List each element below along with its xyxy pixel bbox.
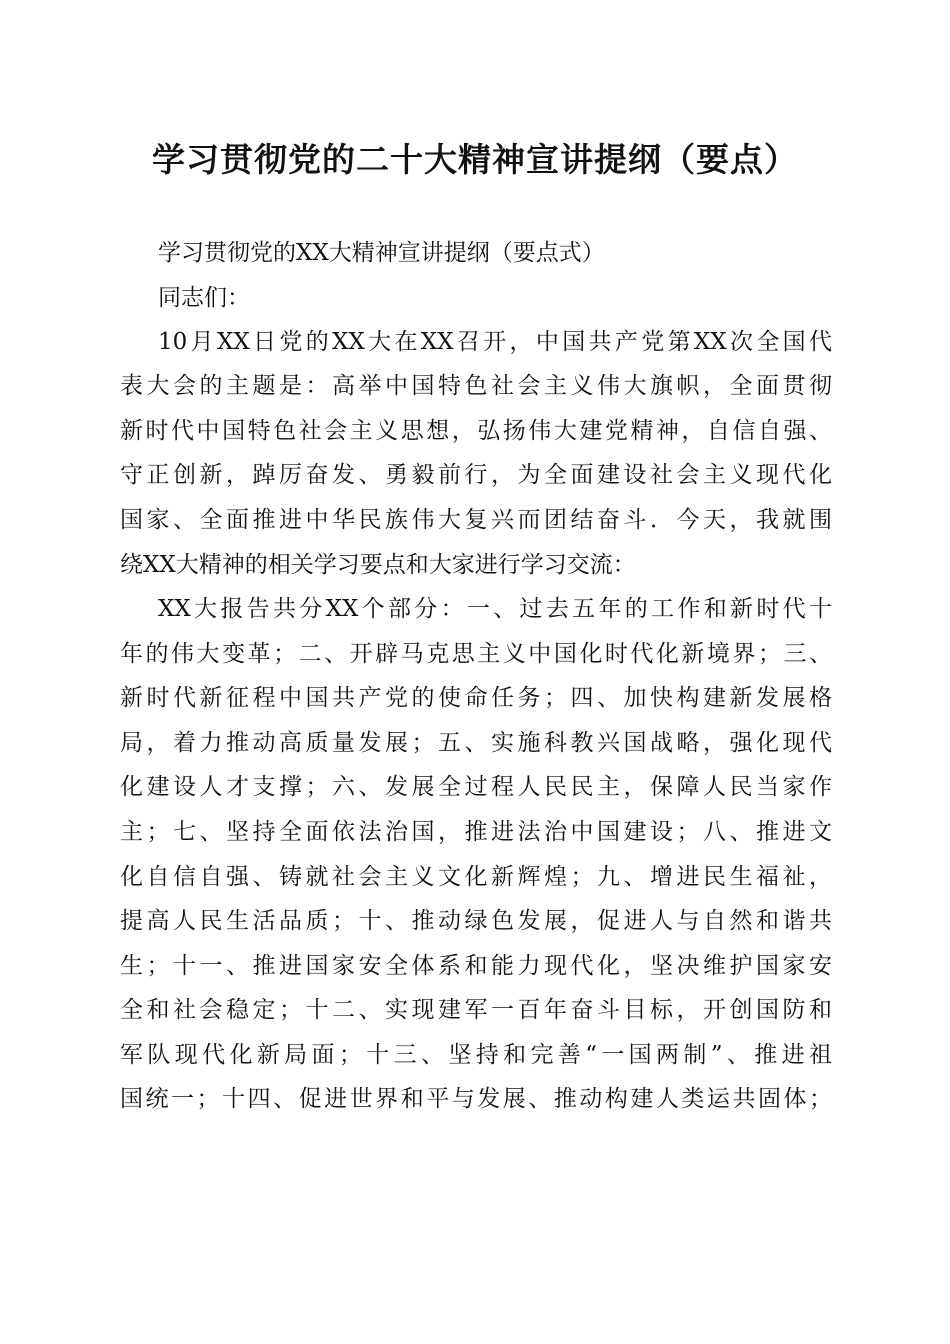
paragraph-line: 生；十一、推进国家安全体系和能力现代化，坚决维护国家安 [120, 953, 832, 979]
paragraph-line: 10月XX日党的XX大在XX召开，中国共产党第XX次全国代 [158, 329, 832, 355]
paragraph-line: 化自信自强、铸就社会主义文化新辉煌；九、增进民生福祉， [120, 864, 832, 890]
paragraph-line: 绕XX大精神的相关学习要点和大家进行学习交流： [120, 552, 636, 578]
paragraph-line: XX大报告共分XX个部分：一、过去五年的工作和新时代十 [158, 596, 832, 622]
paragraph-line: 提高人民生活品质；十、推动绿色发展，促进人与自然和谐共 [120, 908, 832, 934]
paragraph-line: 表大会的主题是：高举中国特色社会主义伟大旗帜，全面贯彻 [120, 373, 832, 399]
paragraph-line: 军队现代化新局面；十三、坚持和完善“一国两制”、推进祖 [120, 1042, 832, 1068]
paragraph-line: 新时代中国特色社会主义思想，弘扬伟大建党精神，自信自强、 [120, 418, 832, 444]
paragraph-line: 新时代新征程中国共产党的使命任务；四、加快构建新发展格 [120, 685, 832, 711]
paragraph-line: 守正创新，踔厉奋发、勇毅前行，为全面建设社会主义现代化 [120, 462, 832, 488]
salutation: 同志们： [158, 285, 250, 311]
paragraph-line: 全和社会稳定；十二、实现建军一百年奋斗目标，开创国防和 [120, 997, 832, 1023]
document-title: 学习贯彻党的二十大精神宣讲提纲（要点） [152, 140, 798, 179]
paragraph-line: 国统一；十四、促进世界和平与发展、推动构建人类运共固体； [120, 1086, 832, 1112]
document-subtitle: 学习贯彻党的XX大精神宣讲提纲（要点式） [158, 240, 605, 266]
paragraph-line: 年的伟大变革；二、开辟马克思主义中国化时代化新境界；三、 [120, 641, 832, 667]
paragraph-line: 主；七、坚持全面依法治国，推进法治中国建设；八、推进文 [120, 819, 832, 845]
paragraph-line: 国家、全面推进中华民族伟大复兴而团结奋斗．今天，我就围 [120, 507, 832, 533]
paragraph-line: 局，着力推动高质量发展；五、实施科教兴国战略，强化现代 [120, 730, 832, 756]
paragraph-line: 化建设人才支撑；六、发展全过程人民民主，保障人民当家作 [120, 774, 832, 800]
